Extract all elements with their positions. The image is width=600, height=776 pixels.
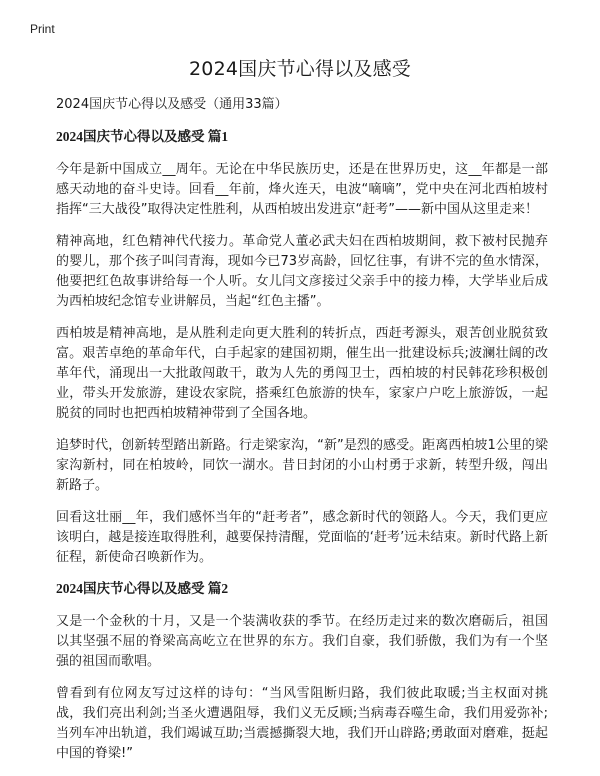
section-heading-2: 2024国庆节心得以及感受 篇2 xyxy=(56,581,229,596)
paragraph: 精神高地，红色精神代代接力。革命党人董必武夫妇在西柏坡期间，救下被村民抛弃的婴儿，那个孩子叫闫青海，现如今已73岁高龄，回忆往事，有讲不完的鱼水情深，他要把红色故事讲给每一个人听。女儿闫文彦接过父亲手中的接力棒，大学毕业后成为西柏坡纪念馆专业讲解员，当起“红色主播”。 xyxy=(56,234,548,309)
article-body xyxy=(56,96,548,776)
paragraph: 回看这壮丽__年，我们感怀当年的“赶考者”，感念新时代的领路人。今天，我们更应该明白，越是接连取得胜利，越要保持清醒，党面临的‘赶考’远未结束。新时代路上新征程，新使命召唤新作为。 xyxy=(56,510,548,565)
paragraph: 曾看到有位网友写过这样的诗句：“当风雪阻断归路，我们彼此取暖;当主权面对挑战，我们亮出利剑;当圣火遭遇阻辱，我们义无反顾;当病毒吞噬生命，我们用爱弥补;当列车冲出轨道，我们竭诚互助;当震撼撕裂大地，我们开山辟路;勇敢面对磨难，挺起中国的脊梁!” xyxy=(56,686,548,761)
print-link[interactable]: Print xyxy=(30,22,55,36)
section-heading-1: 2024国庆节心得以及感受 篇1 xyxy=(56,129,229,144)
paragraph: 追梦时代，创新转型踏出新路。行走梁家沟，“新”是烈的感受。距离西柏坡1公里的梁家沟新村，同在柏坡岭，同饮一湖水。昔日封闭的小山村勇于求新，转型升级，闯出新路子。 xyxy=(56,438,548,493)
article-subtitle: 2024国庆节心得以及感受（通用33篇） xyxy=(56,97,288,112)
page-title: 2024国庆节心得以及感受 xyxy=(189,58,411,80)
paragraph: 又是一个金秋的十月，又是一个装满收获的季节。在经历走过来的数次磨砺后，祖国以其坚强不屈的脊梁高高屹立在世界的东方。我们自豪，我们骄傲，我们为有一个坚强的祖国而歌唱。 xyxy=(56,614,548,669)
paragraph: 西柏坡是精神高地，是从胜利走向更大胜利的转折点，西赶考源头，艰苦创业脱贫致富。艰苦卓绝的革命年代，白手起家的建国初期，催生出一批建设标兵;波澜壮阔的改革年代，涌现出一大批敢闯敢干，敢为人先的勇闯卫士，西柏坡的村民韩花珍积极创业，带头开发旅游，建设农家院，搭乘红色旅游的快车，家家户户吃上旅游饭，一起脱贫的同时也把西柏坡精神带到了全国各地。 xyxy=(56,326,548,421)
paragraph: 今年是新中国成立__周年。无论在中华民族历史，还是在世界历史，这__年都是一部感天动地的奋斗史诗。回看__年前，烽火连天，电波“嘀嘀”，党中央在河北西柏坡村指挥“三大战役”取得决定性胜利，从西柏坡出发进京“赶考”——新中国从这里走来！ xyxy=(56,162,548,217)
